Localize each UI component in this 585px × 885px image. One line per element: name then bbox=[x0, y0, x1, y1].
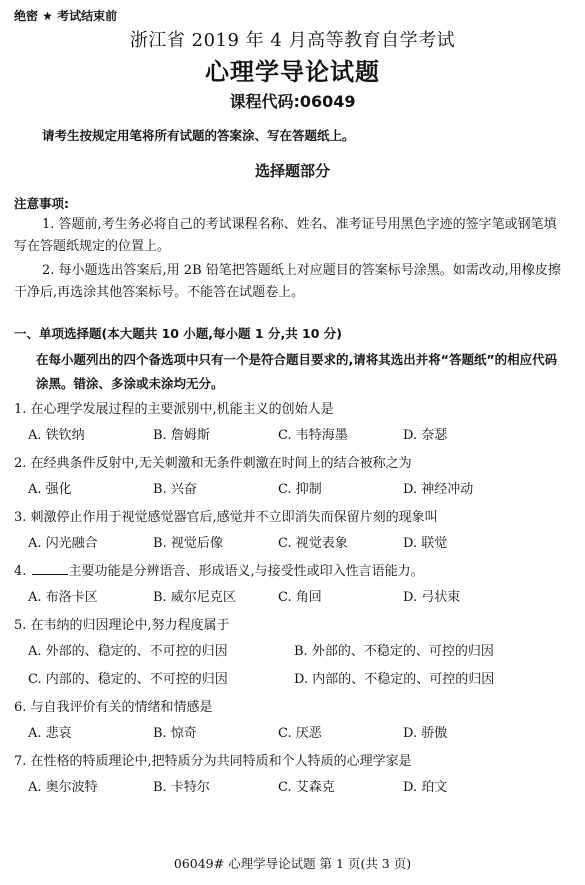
question-4 bbox=[14, 560, 571, 612]
part-instruction: 在每小题列出的四个备选项中只有一个是符合题目要求的,请将其选出并将“答题纸”的相应代码涂黑。错涂、多涂或未涂均无分。 bbox=[36, 352, 558, 391]
options-row bbox=[14, 530, 571, 558]
question-5 bbox=[14, 614, 571, 694]
note-item: 2. 每小题选出答案后,用 2B 铅笔把答题纸上对应题目的答案标号涂黑。如需改动,用橡皮擦干净后,再选涂其他答案标号。不能答在试题卷上。 bbox=[14, 263, 561, 300]
option-b: B. 视觉后像 bbox=[153, 536, 223, 551]
question-stem bbox=[14, 560, 571, 584]
question-stem: 3. 刺激停止作用于视觉感觉器官后,感觉并不立即消失而保留片刻的现象叫 bbox=[14, 510, 438, 525]
option-d: D. 联觉 bbox=[403, 536, 448, 551]
page-footer: 06049# 心理学导论试题 第 1 页(共 3 页) bbox=[173, 856, 412, 871]
part-heading: 一、单项选择题(本大题共 10 小题,每小题 1 分,共 10 分) bbox=[14, 326, 343, 341]
answer-instruction: 请考生按规定用笔将所有试题的答案涂、写在答题纸上。 bbox=[42, 128, 355, 143]
option-c: C. 艾森克 bbox=[278, 780, 335, 795]
notes-title: 注意事项: bbox=[14, 196, 69, 211]
options-row bbox=[14, 476, 571, 504]
option-b: B. 外部的、不稳定的、可控的归因 bbox=[294, 644, 494, 659]
question-2 bbox=[14, 452, 571, 504]
option-b: B. 兴奋 bbox=[153, 482, 197, 497]
course-code: 课程代码:06049 bbox=[229, 92, 356, 111]
question-stem: 5. 在韦纳的归因理论中,努力程度属于 bbox=[14, 618, 230, 633]
options-row bbox=[14, 774, 571, 802]
paper-title: 心理学导论试题 bbox=[205, 58, 380, 86]
option-c: C. 内部的、稳定的、不可控的归因 bbox=[28, 672, 228, 687]
options-row bbox=[14, 422, 571, 450]
option-a: A. 强化 bbox=[28, 482, 72, 497]
secrecy-label: 绝密 ★ 考试结束前 bbox=[14, 9, 118, 23]
option-a: A. 闪光融合 bbox=[28, 536, 98, 551]
option-d: D. 骄傲 bbox=[403, 726, 448, 741]
question-1 bbox=[14, 398, 571, 450]
option-c: C. 视觉表象 bbox=[278, 536, 348, 551]
question-stem: 2. 在经典条件反射中,无关刺激和无条件刺激在时间上的结合被称之为 bbox=[14, 456, 412, 471]
options-row bbox=[14, 584, 571, 612]
question-6 bbox=[14, 696, 571, 748]
option-d: D. 珀文 bbox=[403, 780, 448, 795]
option-b: B. 卡特尔 bbox=[153, 780, 210, 795]
option-d: D. 神经冲动 bbox=[403, 482, 474, 497]
option-a: A. 铁钦纳 bbox=[28, 428, 85, 443]
option-b: B. 威尔尼克区 bbox=[153, 590, 236, 605]
option-a: A. 悲哀 bbox=[28, 726, 72, 741]
option-d: D. 弓状束 bbox=[403, 590, 461, 605]
option-c: C. 厌恶 bbox=[278, 726, 322, 741]
question-7 bbox=[14, 750, 571, 802]
option-a: A. 外部的、稳定的、不可控的归因 bbox=[28, 644, 228, 659]
exam-title: 浙江省 2019 年 4 月高等教育自学考试 bbox=[129, 30, 456, 51]
options-row bbox=[14, 720, 571, 748]
question-stem: 6. 与自我评价有关的情绪和情感是 bbox=[14, 700, 213, 715]
option-c: C. 角回 bbox=[278, 590, 322, 605]
option-b: B. 詹姆斯 bbox=[153, 428, 210, 443]
fill-blank bbox=[32, 562, 68, 575]
option-d: D. 奈瑟 bbox=[403, 428, 448, 443]
options-grid bbox=[14, 638, 571, 694]
option-a: A. 布洛卡区 bbox=[28, 590, 98, 605]
option-b: B. 惊奇 bbox=[153, 726, 197, 741]
question-text: 主要功能是分辨语音、形成语义,与接受性或印入性言语能力。 bbox=[68, 564, 424, 579]
question-number: 4. bbox=[14, 564, 31, 579]
section-title: 选择题部分 bbox=[254, 162, 330, 180]
question-3 bbox=[14, 506, 571, 558]
option-c: C. 韦特海墨 bbox=[278, 428, 348, 443]
option-c: C. 抑制 bbox=[278, 482, 322, 497]
note-item: 1. 答题前,考生务必将自己的考试课程名称、姓名、准考证号用黑色字迹的签字笔或钢笔填写在答题纸规定的位置上。 bbox=[14, 217, 557, 254]
option-d: D. 内部的、不稳定的、可控的归因 bbox=[294, 672, 495, 687]
question-stem: 7. 在性格的特质理论中,把特质分为共同特质和个人特质的心理学家是 bbox=[14, 754, 412, 769]
option-a: A. 奥尔波特 bbox=[28, 780, 98, 795]
question-stem: 1. 在心理学发展过程的主要派别中,机能主义的创始人是 bbox=[14, 402, 334, 417]
